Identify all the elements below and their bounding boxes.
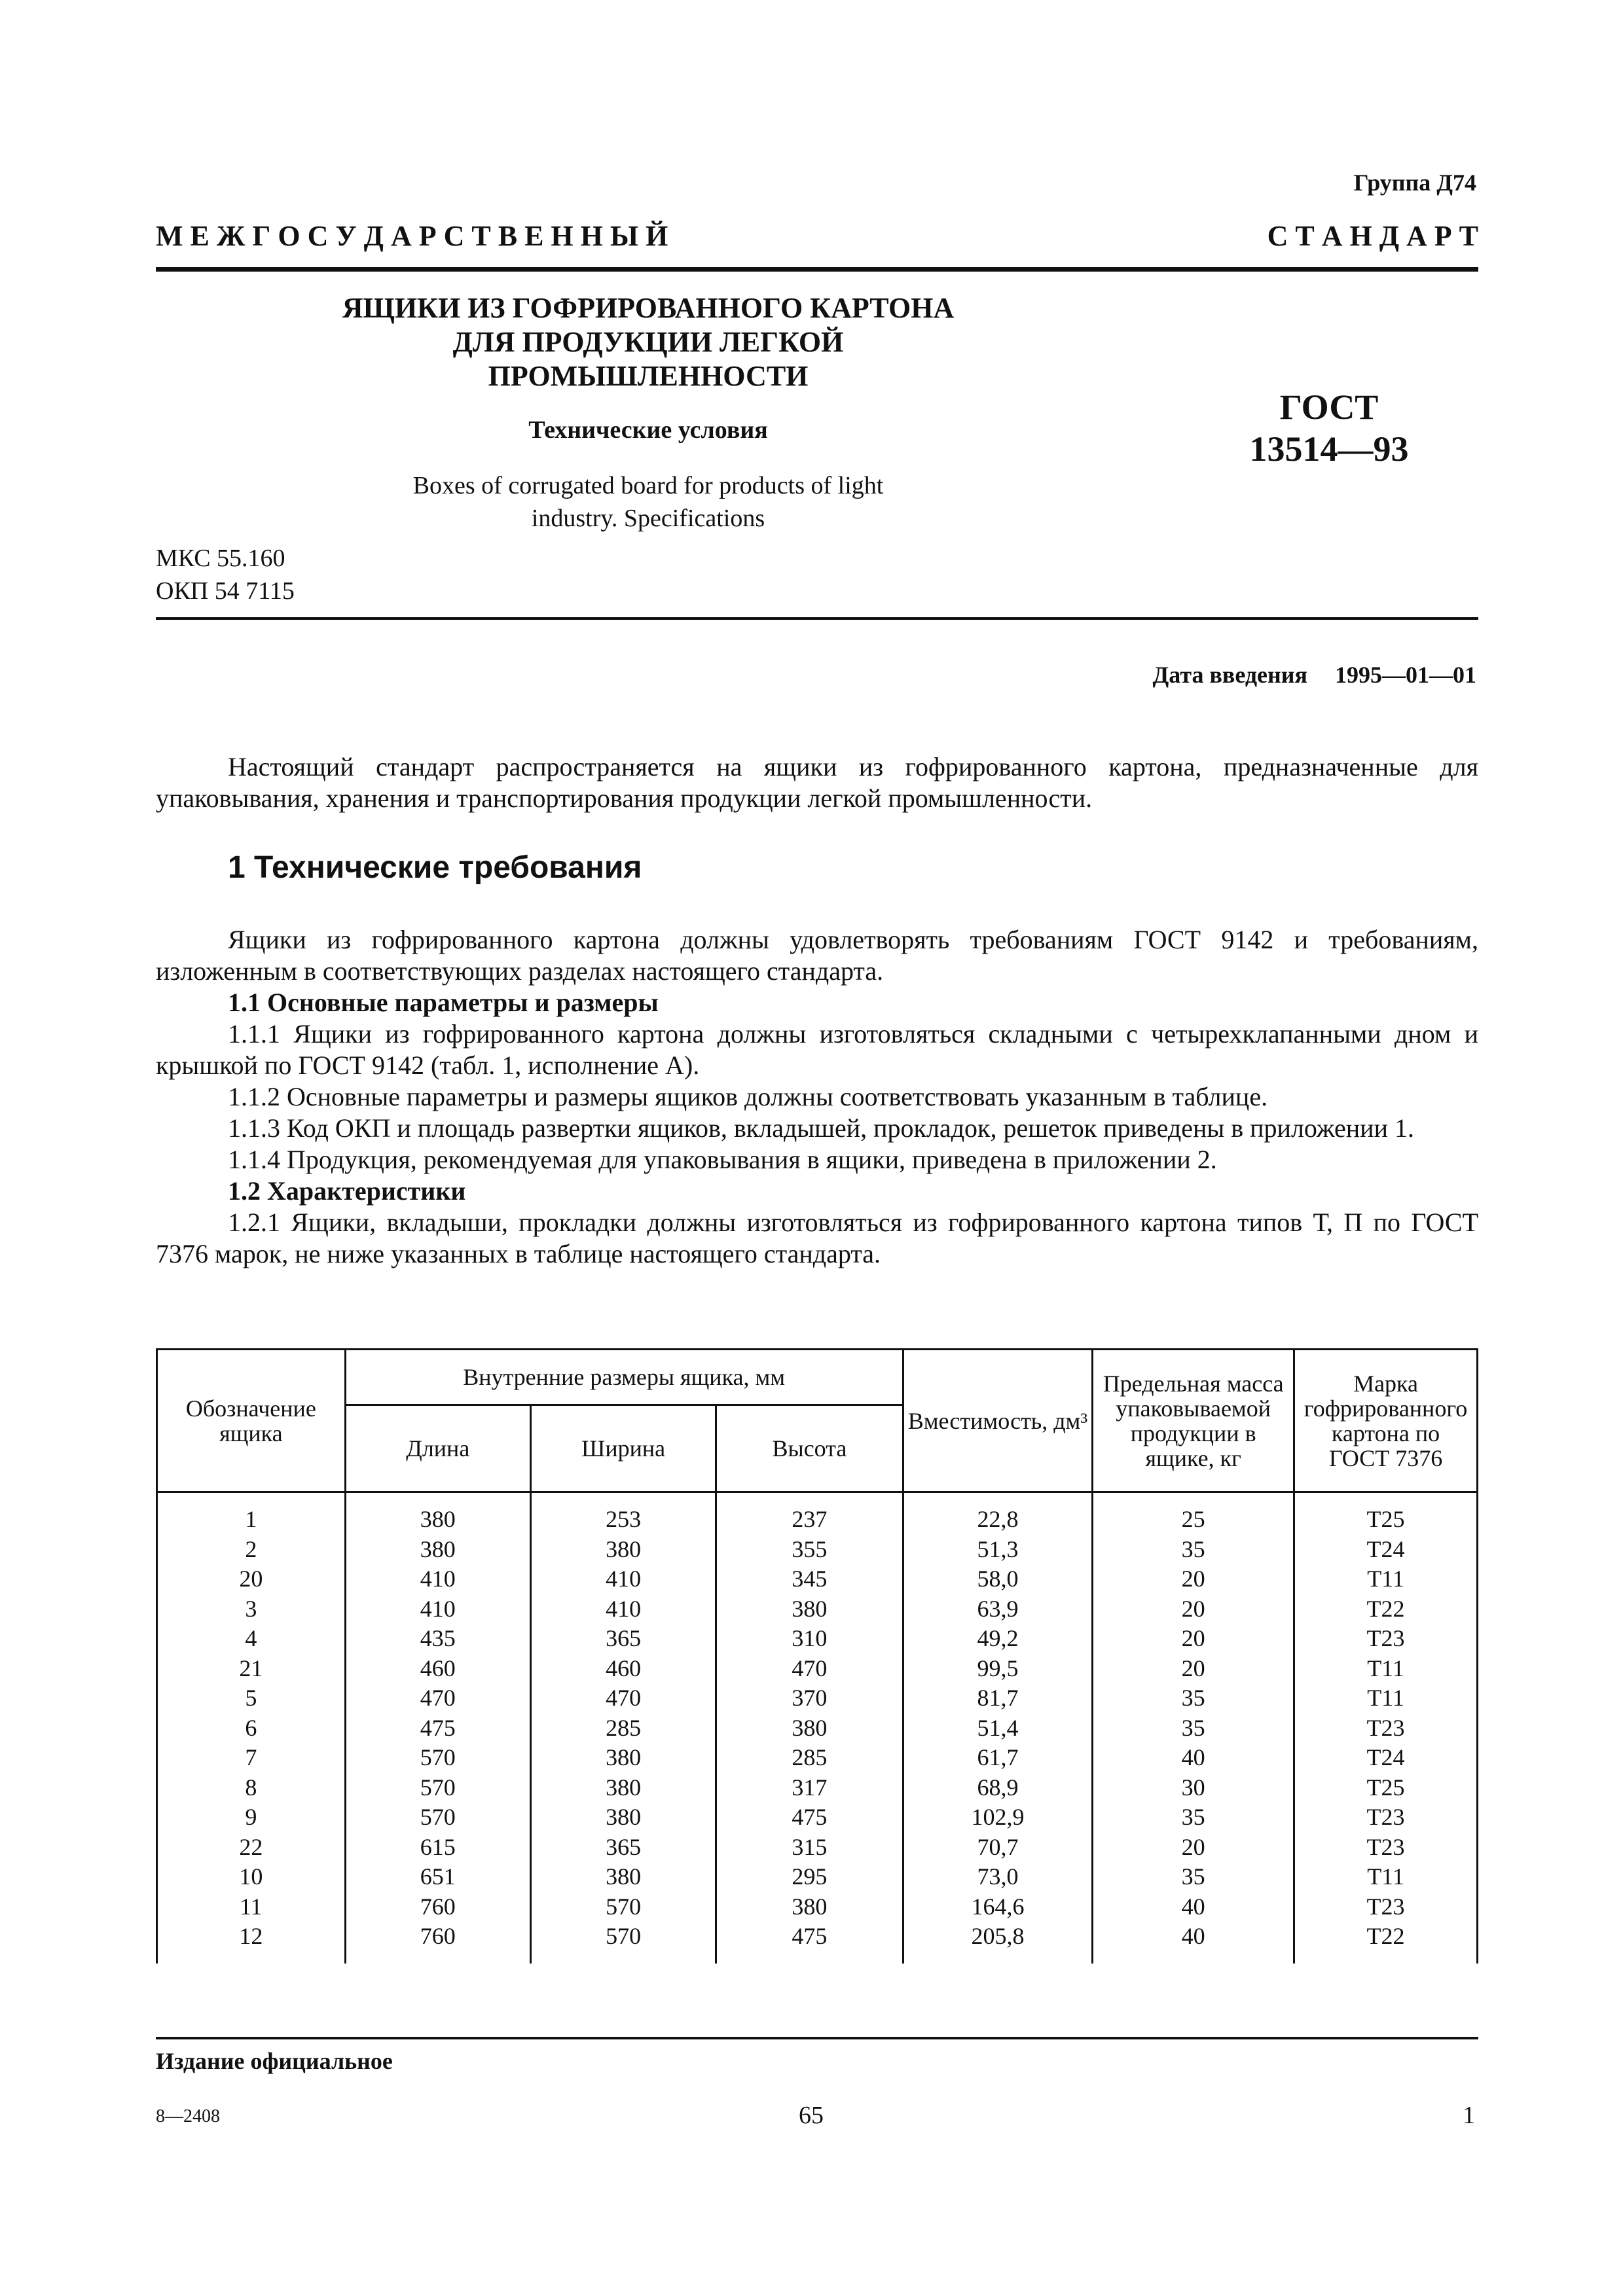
- cell-designation: 7: [157, 1743, 346, 1773]
- table-body: [157, 1492, 1478, 1964]
- cell-height: 295: [716, 1862, 903, 1892]
- cell-width: 380: [530, 1862, 716, 1892]
- cell-height: 380: [716, 1713, 903, 1744]
- cell-length: 380: [345, 1535, 530, 1565]
- column-header-width: Ширина: [530, 1405, 716, 1492]
- cell-max-mass: 35: [1093, 1713, 1294, 1744]
- table-row: [157, 1862, 1478, 1892]
- cell-board-grade: Т11: [1294, 1862, 1478, 1892]
- cell-designation: 20: [157, 1564, 346, 1594]
- table-row: [157, 1713, 1478, 1744]
- cell-designation: 4: [157, 1624, 346, 1654]
- cell-length: 760: [345, 1922, 530, 1964]
- title-line-2: ДЛЯ ПРОДУКЦИИ ЛЕГКОЙ: [452, 326, 844, 358]
- cell-capacity: 63,9: [903, 1594, 1093, 1624]
- edition-label: Издание официальное: [156, 2048, 393, 2074]
- cell-length: 475: [345, 1713, 530, 1744]
- column-header-max-mass: Предельная масса упаковываемой продукции в ящике, кг: [1093, 1350, 1294, 1492]
- cell-max-mass: 20: [1093, 1624, 1294, 1654]
- classification-codes: [156, 542, 295, 607]
- cell-width: 460: [530, 1654, 716, 1684]
- cell-capacity: 49,2: [903, 1624, 1093, 1654]
- cell-width: 285: [530, 1713, 716, 1744]
- cell-capacity: 102,9: [903, 1803, 1093, 1833]
- cell-width: 380: [530, 1803, 716, 1833]
- cell-max-mass: 40: [1093, 1922, 1294, 1964]
- cell-length: 435: [345, 1624, 530, 1654]
- table-row: [157, 1773, 1478, 1803]
- gost-code: 13514—93: [1249, 429, 1409, 469]
- box-parameters-table: [156, 1348, 1478, 1964]
- table-row: [157, 1564, 1478, 1594]
- cell-max-mass: 40: [1093, 1743, 1294, 1773]
- cell-board-grade: Т11: [1294, 1564, 1478, 1594]
- cell-designation: 9: [157, 1803, 346, 1833]
- paragraph: 1.2.1 Ящики, вкладыши, прокладки должны изготовляться из гофрированного картона типов Т, П по ГОСТ 7376 марок, не ниже указанных в таблице настоящего стандарта.: [156, 1208, 1478, 1268]
- table-row: [157, 1892, 1478, 1922]
- cell-board-grade: Т23: [1294, 1624, 1478, 1654]
- cell-height: 355: [716, 1535, 903, 1565]
- gost-number: [1231, 386, 1427, 470]
- cell-length: 470: [345, 1683, 530, 1713]
- table-row: [157, 1492, 1478, 1535]
- cell-max-mass: 40: [1093, 1892, 1294, 1922]
- column-header-capacity: Вместимость, дм³: [903, 1350, 1093, 1492]
- cell-height: 317: [716, 1773, 903, 1803]
- paragraph: Ящики из гофрированного картона должны удовлетворять требованиям ГОСТ 9142 и требованиям, изложенным в соответствующих разделах настоящего стандарта.: [156, 925, 1478, 986]
- cell-max-mass: 35: [1093, 1535, 1294, 1565]
- cell-width: 365: [530, 1833, 716, 1863]
- header-rule: [156, 267, 1478, 272]
- cell-designation: 8: [157, 1773, 346, 1803]
- mks-code: МКС 55.160: [156, 545, 285, 572]
- cell-max-mass: 20: [1093, 1594, 1294, 1624]
- cell-board-grade: Т23: [1294, 1892, 1478, 1922]
- cell-designation: 10: [157, 1862, 346, 1892]
- subsection-heading: 1.2 Характеристики: [228, 1176, 466, 1206]
- table-row: [157, 1683, 1478, 1713]
- cell-width: 570: [530, 1892, 716, 1922]
- cell-height: 285: [716, 1743, 903, 1773]
- cell-width: 570: [530, 1922, 716, 1964]
- english-title-line-2: industry. Specifications: [531, 505, 765, 532]
- paragraph: 1.1.1 Ящики из гофрированного картона должны изготовляться складными с четырехклапанными дном и крышкой по ГОСТ 9142 (табл. 1, исполнение А).: [156, 1019, 1478, 1080]
- cell-width: 380: [530, 1743, 716, 1773]
- cell-height: 345: [716, 1564, 903, 1594]
- page-number: 65: [799, 2102, 824, 2129]
- column-header-inner-dimensions: Внутренние размеры ящика, мм: [345, 1350, 903, 1405]
- cell-capacity: 22,8: [903, 1492, 1093, 1535]
- cell-capacity: 81,7: [903, 1683, 1093, 1713]
- english-title-line-1: Boxes of corrugated board for products of light: [412, 472, 884, 499]
- cell-capacity: 164,6: [903, 1892, 1093, 1922]
- cell-width: 410: [530, 1594, 716, 1624]
- footer-rule: [156, 2037, 1478, 2039]
- cell-designation: 6: [157, 1713, 346, 1744]
- table-row: [157, 1624, 1478, 1654]
- cell-height: 380: [716, 1594, 903, 1624]
- english-title: [288, 469, 1008, 535]
- effective-date: [1153, 661, 1477, 689]
- paragraph: 1.1.4 Продукция, рекомендуемая для упаковывания в ящики, приведена в приложении 2.: [228, 1145, 1217, 1174]
- column-header-board-grade: Марка гофрированного картона по ГОСТ 7376: [1294, 1350, 1478, 1492]
- cell-max-mass: 20: [1093, 1654, 1294, 1684]
- cell-board-grade: Т11: [1294, 1654, 1478, 1684]
- cell-max-mass: 35: [1093, 1683, 1294, 1713]
- cell-height: 470: [716, 1654, 903, 1684]
- table-row: [157, 1922, 1478, 1964]
- cell-height: 310: [716, 1624, 903, 1654]
- cell-designation: 11: [157, 1892, 346, 1922]
- cell-max-mass: 30: [1093, 1773, 1294, 1803]
- cell-capacity: 58,0: [903, 1564, 1093, 1594]
- table-row: [157, 1803, 1478, 1833]
- cell-max-mass: 35: [1093, 1803, 1294, 1833]
- cell-width: 253: [530, 1492, 716, 1535]
- cell-capacity: 73,0: [903, 1862, 1093, 1892]
- codes-rule: [156, 617, 1478, 620]
- standard-banner: [156, 219, 1478, 253]
- cell-height: 475: [716, 1922, 903, 1964]
- cell-board-grade: Т23: [1294, 1713, 1478, 1744]
- table-row: [157, 1833, 1478, 1863]
- effective-date-value: 1995—01—01: [1335, 662, 1476, 688]
- cell-height: 475: [716, 1803, 903, 1833]
- cell-height: 315: [716, 1833, 903, 1863]
- cell-length: 380: [345, 1492, 530, 1535]
- table-row: [157, 1654, 1478, 1684]
- cell-capacity: 70,7: [903, 1833, 1093, 1863]
- subsection-heading: 1.1 Основные параметры и размеры: [228, 988, 659, 1017]
- cell-board-grade: Т25: [1294, 1773, 1478, 1803]
- cell-length: 651: [345, 1862, 530, 1892]
- cell-length: 570: [345, 1803, 530, 1833]
- cell-designation: 1: [157, 1492, 346, 1535]
- title-block: [288, 291, 1008, 535]
- cell-length: 615: [345, 1833, 530, 1863]
- cell-width: 380: [530, 1773, 716, 1803]
- cell-height: 380: [716, 1892, 903, 1922]
- cell-length: 410: [345, 1564, 530, 1594]
- paragraph: 1.1.3 Код ОКП и площадь развертки ящиков, вкладышей, прокладок, решеток приведены в приложении 1.: [228, 1113, 1414, 1143]
- paragraph: 1.1.2 Основные параметры и размеры ящиков должны соответствовать указанным в таблице.: [228, 1082, 1268, 1111]
- cell-capacity: 99,5: [903, 1654, 1093, 1684]
- cell-board-grade: Т24: [1294, 1743, 1478, 1773]
- title-line-1: ЯЩИКИ ИЗ ГОФРИРОВАННОГО КАРТОНА: [342, 292, 955, 324]
- cell-max-mass: 20: [1093, 1564, 1294, 1594]
- cell-capacity: 51,3: [903, 1535, 1093, 1565]
- cell-width: 365: [530, 1624, 716, 1654]
- group-label: Группа Д74: [1353, 170, 1476, 196]
- column-header-length: Длина: [345, 1405, 530, 1492]
- cell-designation: 5: [157, 1683, 346, 1713]
- cell-length: 570: [345, 1773, 530, 1803]
- sheet-number: 1: [1463, 2102, 1475, 2129]
- print-code: 8—2408: [156, 2106, 220, 2126]
- intro-paragraph: Настоящий стандарт распространяется на ящики из гофрированного картона, предназначенные для упаковывания, хранения и транспортирования продукции легкой промышленности.: [156, 752, 1478, 813]
- section-title: 1 Технические требования: [228, 850, 642, 885]
- cell-width: 470: [530, 1683, 716, 1713]
- cell-capacity: 51,4: [903, 1713, 1093, 1744]
- subtitle: Технические условия: [528, 416, 768, 444]
- cell-designation: 21: [157, 1654, 346, 1684]
- cell-width: 410: [530, 1564, 716, 1594]
- column-header-height: Высота: [716, 1405, 903, 1492]
- table-row: [157, 1743, 1478, 1773]
- cell-length: 410: [345, 1594, 530, 1624]
- cell-board-grade: Т22: [1294, 1922, 1478, 1964]
- cell-board-grade: Т11: [1294, 1683, 1478, 1713]
- cell-max-mass: 25: [1093, 1492, 1294, 1535]
- cell-capacity: 68,9: [903, 1773, 1093, 1803]
- cell-length: 760: [345, 1892, 530, 1922]
- cell-board-grade: Т23: [1294, 1803, 1478, 1833]
- cell-board-grade: Т25: [1294, 1492, 1478, 1535]
- cell-board-grade: Т23: [1294, 1833, 1478, 1863]
- table-row: [157, 1594, 1478, 1624]
- cell-max-mass: 35: [1093, 1862, 1294, 1892]
- okp-code: ОКП 54 7115: [156, 577, 295, 605]
- cell-length: 460: [345, 1654, 530, 1684]
- cell-board-grade: Т24: [1294, 1535, 1478, 1565]
- cell-designation: 2: [157, 1535, 346, 1565]
- title-line-3: ПРОМЫШЛЕННОСТИ: [488, 360, 809, 392]
- cell-designation: 12: [157, 1922, 346, 1964]
- cell-length: 570: [345, 1743, 530, 1773]
- cell-board-grade: Т22: [1294, 1594, 1478, 1624]
- section-body: [156, 924, 1478, 1270]
- cell-max-mass: 20: [1093, 1833, 1294, 1863]
- banner-interstate: М Е Ж Г О С У Д А Р С Т В Е Н Н Ы Й: [156, 220, 668, 252]
- gost-label: ГОСТ: [1279, 387, 1379, 427]
- cell-designation: 3: [157, 1594, 346, 1624]
- table-row: [157, 1535, 1478, 1565]
- banner-standard: С Т А Н Д А Р Т: [1267, 220, 1478, 252]
- cell-height: 370: [716, 1683, 903, 1713]
- effective-date-label: Дата введения: [1152, 662, 1307, 688]
- column-header-designation: Обозначение ящика: [157, 1350, 346, 1492]
- cell-width: 380: [530, 1535, 716, 1565]
- cell-designation: 22: [157, 1833, 346, 1863]
- cell-height: 237: [716, 1492, 903, 1535]
- cell-capacity: 205,8: [903, 1922, 1093, 1964]
- cell-capacity: 61,7: [903, 1743, 1093, 1773]
